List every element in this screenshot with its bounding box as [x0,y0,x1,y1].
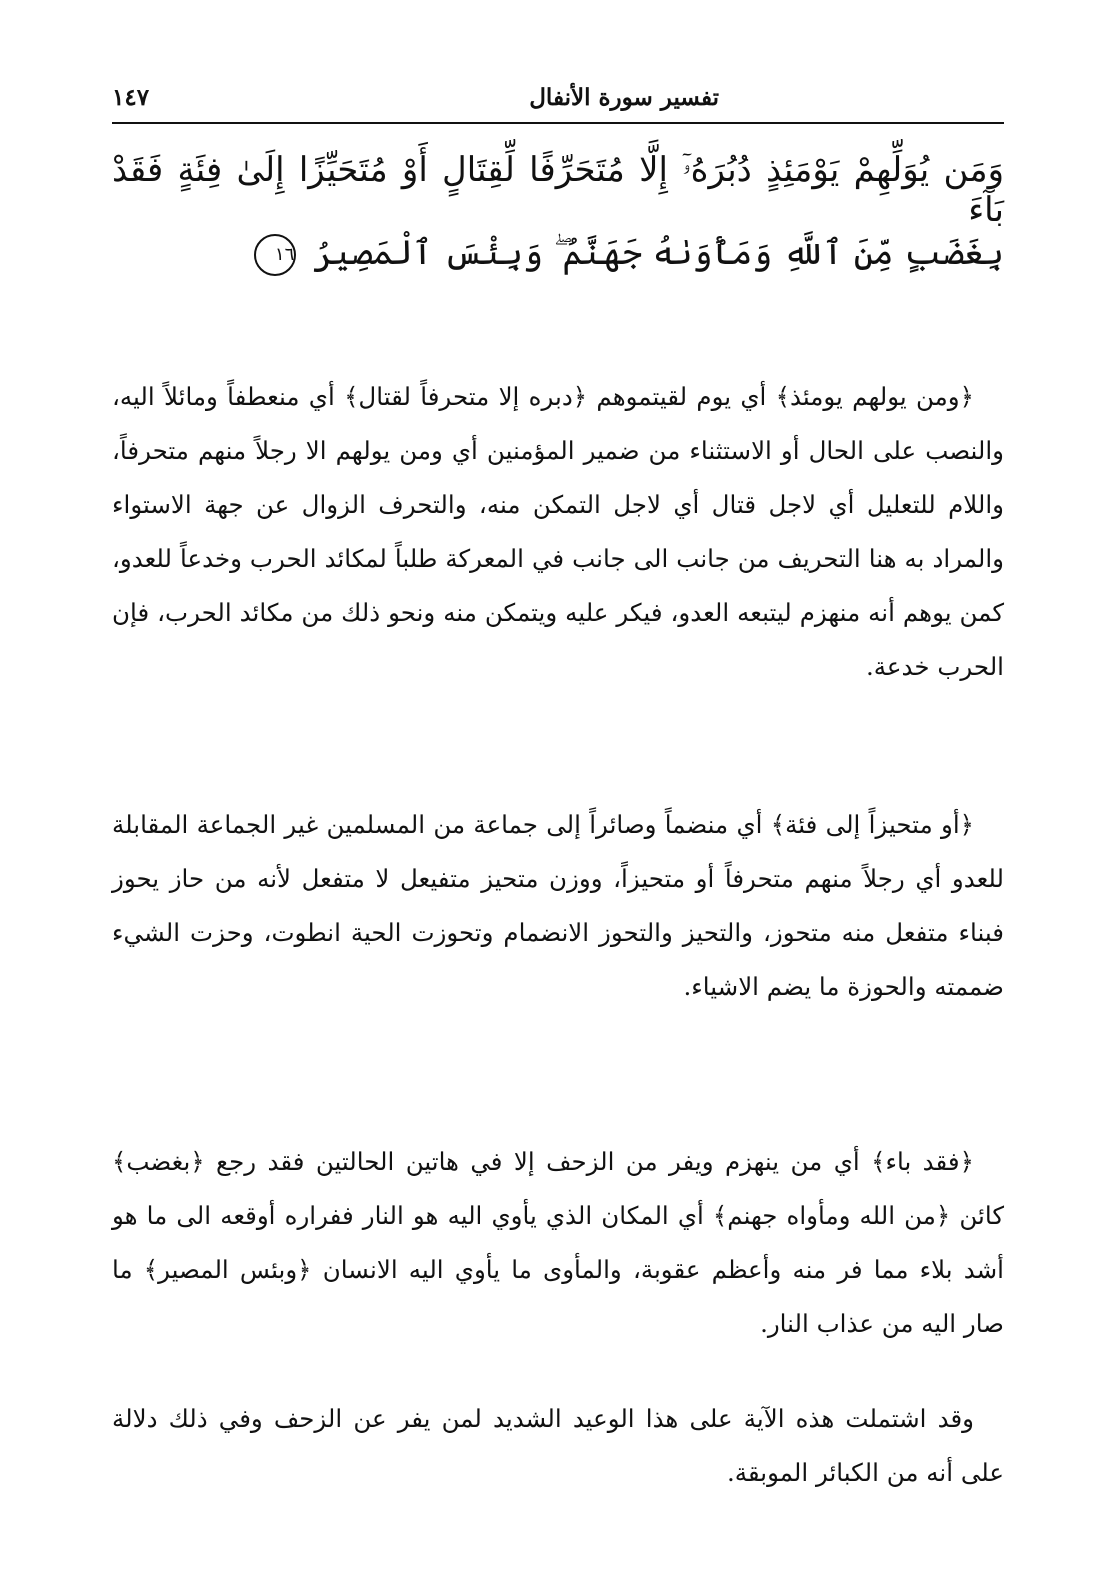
commentary-text-4: وقد اشتملت هذه الآية على هذا الوعيد الشديد لمن يفر عن الزحف وفي ذلك دلالة على أنه من الكبائر الموبقة. [112,1404,1004,1487]
running-title: تفسير سورة الأنفال [529,84,719,111]
commentary-paragraph-4 [112,1392,1004,1500]
commentary-text-1: ﴿ومن يولهم يومئذ﴾ أي يوم لقيتموهم ﴿دبره إلا متحرفاً لقتال﴾ أي منعطفاً ومائلاً اليه، والنصب على الحال أو الاستثناء من ضمير المؤمنين أي ومن يولهم الا رجلاً منهم متحرفاً، واللام للتعليل أي لاجل قتال أي لاجل التمكن منه، والتحرف الزوال عن جهة الاستواء والمراد به هنا التحريف من جانب الى جانب في المعركة طلباً لمكائد الحرب وخدعاً للعدو، كمن يوهم أنه منهزم ليتبعه العدو، فيكر عليه ويتمكن منه ونحو ذلك من مكائد الحرب، فإن الحرب خدعة. [112,382,1004,681]
commentary-text-3: ﴿فقد باء﴾ أي من ينهزم ويفر من الزحف إلا في هاتين الحالتين فقد رجع ﴿بغضب﴾ كائن ﴿من الله ومأواه جهنم﴾ أي المكان الذي يأوي اليه هو النار ففراره أوقعه الى ما هو أشد بلاء مما فر منه وأعظم عقوبة، والمأوى ما يأوي اليه الانسان ﴿وبئس المصير﴾ ما صار اليه من عذاب النار. [112,1147,1004,1338]
commentary-paragraph-2 [112,798,1004,1014]
ayah-number-marker: ١٦ [254,234,296,276]
commentary-text-2: ﴿أو متحيزاً إلى فئة﴾ أي منضماً وصائراً إلى جماعة من المسلمين غير الجماعة المقابلة للعدو أي رجلاً منهم متحرفاً أو متحيزاً، ووزن متحيز متفيعل لا متفعل لأنه من حاز يحوز فبناء متفعل منه متحوز، والتحيز والتحوز الانضمام وتحوزت الحية انطوت، وحزت الشيء ضممته والحوزة ما يضم الاشياء. [112,810,1004,1001]
quran-verse-line-2 [112,232,1004,276]
commentary-paragraph-1 [112,370,1004,694]
quran-verse-line-2-text: بِغَضَبٍ مِّنَ ٱللَّهِ وَمَأْوَىٰهُ جَهَنَّمُ ۖ وَبِئْسَ ٱلْمَصِيرُ [313,233,1004,273]
page-header [112,78,1004,122]
page-number: ١٤٧ [112,84,150,111]
quran-verse-line-1: وَمَن يُوَلِّهِمْ يَوْمَئِذٍ دُبُرَهُۥٓ إِلَّا مُتَحَرِّفًا لِّقِتَالٍ أَوْ مُتَحَيِّزًا إِلَىٰ فِئَةٍ فَقَدْ بَآءَ [112,150,1004,230]
header-rule [112,122,1004,124]
commentary-paragraph-3 [112,1135,1004,1351]
